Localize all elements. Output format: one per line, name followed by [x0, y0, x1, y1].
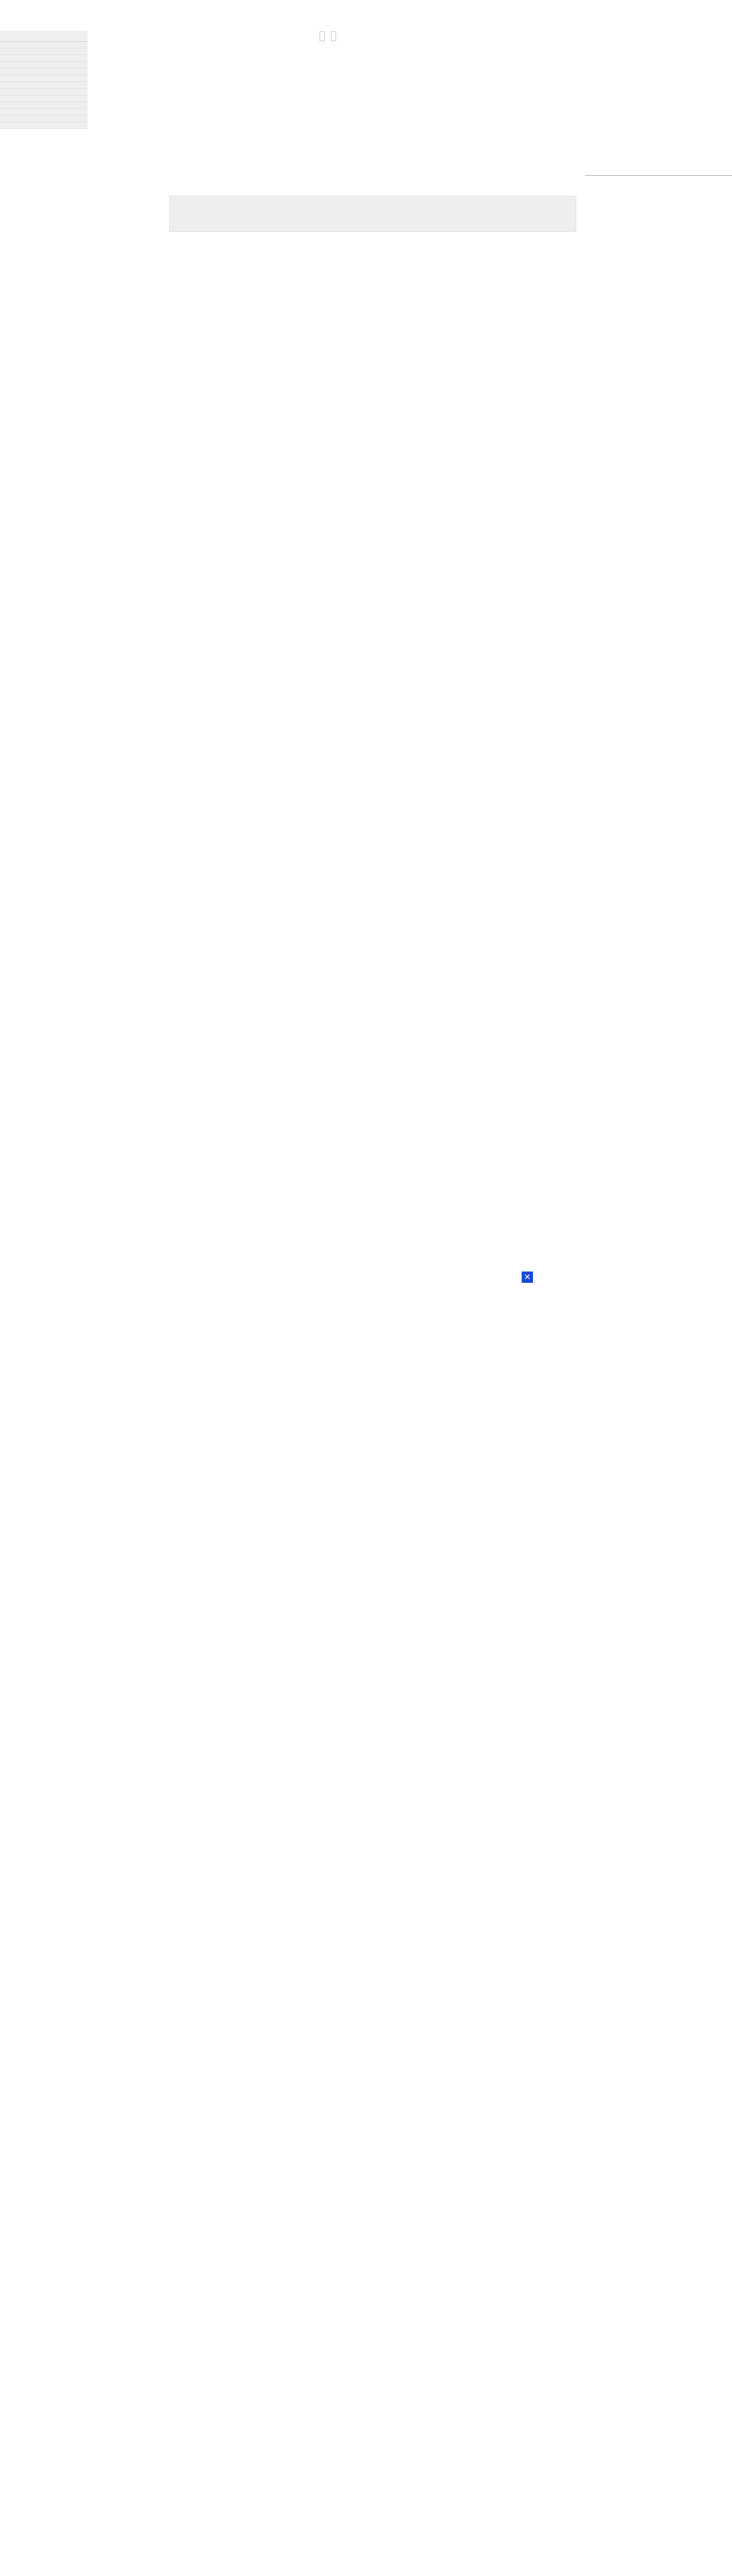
sidebar-item[interactable]	[0, 115, 88, 122]
sidebar-item[interactable]	[0, 109, 88, 115]
breadcrumb	[169, 9, 192, 16]
sidebar	[0, 31, 88, 129]
sidebar-item[interactable]	[0, 122, 88, 129]
sidebar-item[interactable]	[0, 55, 88, 62]
sidebar-item[interactable]	[0, 75, 88, 82]
close-ad-icon[interactable]: ✕	[522, 1272, 533, 1283]
thread-full-warning	[169, 196, 576, 232]
thread-controls	[320, 33, 342, 40]
sidebar-item[interactable]	[0, 89, 88, 95]
ctrl-thread-list[interactable]	[331, 31, 336, 41]
ad-banner[interactable]	[585, 6, 732, 144]
sidebar-item[interactable]	[0, 82, 88, 89]
sidebar-item[interactable]	[0, 42, 88, 48]
news-panel	[585, 175, 732, 180]
sidebar-header	[0, 31, 88, 42]
sidebar-item[interactable]	[0, 62, 88, 69]
ctrl-5ch[interactable]	[320, 31, 325, 41]
sidebar-item[interactable]	[0, 48, 88, 55]
sidebar-item[interactable]	[0, 102, 88, 109]
pager	[291, 112, 349, 122]
sidebar-item[interactable]	[0, 69, 88, 75]
news-title	[585, 175, 732, 176]
sidebar-item[interactable]	[0, 95, 88, 102]
login-link-row	[169, 22, 178, 29]
